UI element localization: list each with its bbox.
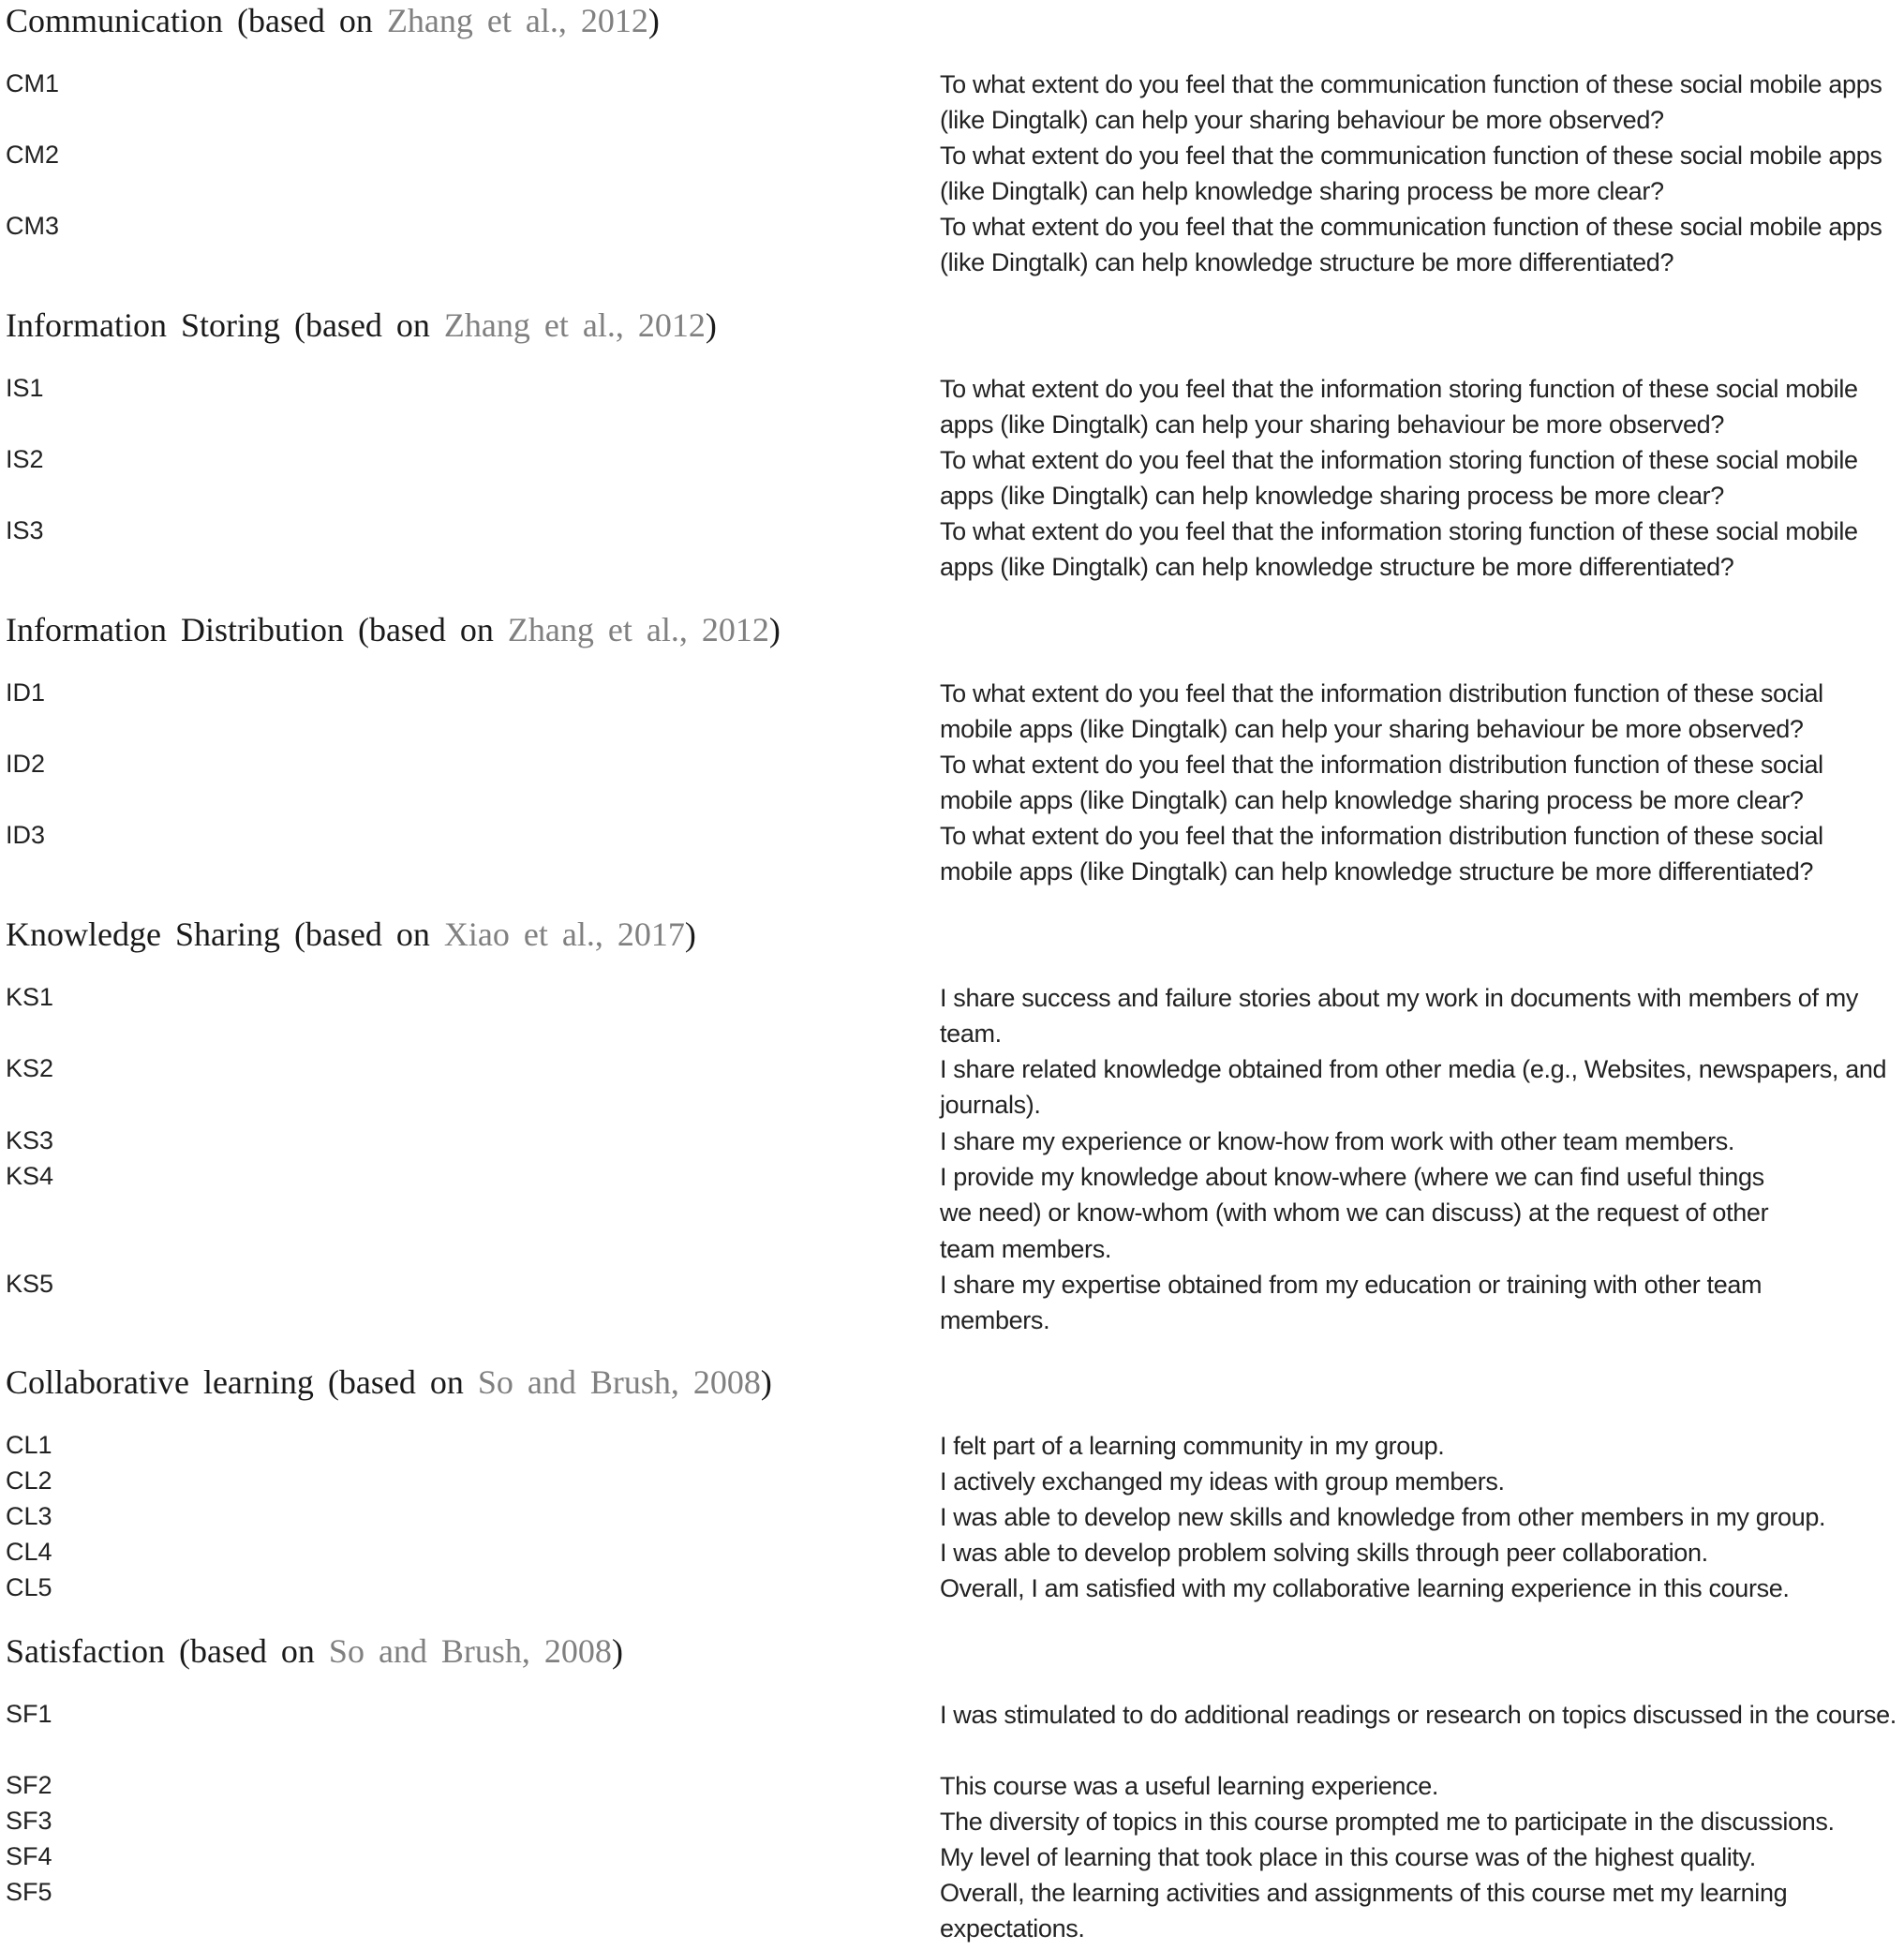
item-code: IS1 — [6, 374, 44, 402]
heading-prefix: Knowledge Sharing (based on — [6, 915, 444, 953]
citation-link[interactable]: Zhang et al., 2012 — [507, 611, 769, 648]
item-text: The diversity of topics in this course prompted me to participate in the discussions. — [940, 1808, 1835, 1836]
item-code: CM1 — [6, 69, 60, 97]
citation-link[interactable]: Xiao et al., 2017 — [443, 915, 685, 953]
heading-prefix: Satisfaction (based on — [6, 1632, 329, 1670]
item-text: To what extent do you feel that the information storing function of these social mobile apps (like Dingtalk) can help knowledge sharing process be more clear? — [940, 446, 1858, 511]
item-text: Overall, the learning activities and assignments of this course met my learning expectations. — [940, 1879, 1788, 1943]
heading-suffix: ) — [760, 1363, 772, 1401]
citation-link[interactable]: So and Brush, 2008 — [477, 1363, 761, 1401]
heading-prefix: Collaborative learning (based on — [6, 1363, 478, 1401]
item-code: CM2 — [6, 141, 60, 169]
item-text: Overall, I am satisfied with my collaborative learning experience in this course. — [940, 1574, 1790, 1602]
item-code: SF5 — [6, 1878, 52, 1906]
item-code: CL2 — [6, 1466, 52, 1495]
item-code: KS1 — [6, 983, 54, 1011]
section-heading-satisfaction — [6, 1630, 623, 1672]
item-code: ID3 — [6, 821, 46, 849]
heading-suffix: ) — [684, 915, 696, 953]
item-code: CL4 — [6, 1538, 52, 1566]
item-code: SF2 — [6, 1771, 52, 1799]
item-code: CL3 — [6, 1502, 52, 1530]
heading-prefix: Communication (based on — [6, 2, 387, 39]
heading-suffix: ) — [611, 1632, 623, 1670]
item-text: To what extent do you feel that the communication function of these social mobile apps (like Dingtalk) can help knowledge structure be more differentiated? — [940, 213, 1882, 277]
item-text: I was stimulated to do additional readings or research on topics discussed in the course. — [940, 1701, 1897, 1729]
item-code: SF1 — [6, 1700, 52, 1728]
item-text: To what extent do you feel that the information distribution function of these social mobile apps (like Dingtalk) can help your sharing behaviour be more observed? — [940, 679, 1823, 744]
item-code: IS3 — [6, 516, 44, 544]
item-text: My level of learning that took place in this course was of the highest quality. — [940, 1843, 1756, 1871]
item-text: To what extent do you feel that the communication function of these social mobile apps (like Dingtalk) can help your sharing behaviour be more observed? — [940, 70, 1882, 135]
section-heading-collaborative-learning — [6, 1362, 772, 1403]
item-code: IS2 — [6, 445, 44, 473]
item-text: I share my experience or know-how from work with other team members. — [940, 1127, 1735, 1155]
item-text: I was able to develop problem solving skills through peer collaboration. — [940, 1539, 1708, 1567]
section-heading-information-distribution — [6, 609, 781, 650]
citation-link[interactable]: Zhang et al., 2012 — [386, 2, 648, 39]
heading-prefix: Information Storing (based on — [6, 306, 444, 344]
item-text: This course was a useful learning experience. — [940, 1772, 1439, 1800]
item-text: I provide my knowledge about know-where (where we can find useful things we need) or know-whom (with whom we can discuss) at the request of other team members. — [940, 1163, 1769, 1263]
section-heading-communication — [6, 0, 660, 41]
heading-suffix: ) — [705, 306, 717, 344]
item-code: KS3 — [6, 1126, 54, 1154]
heading-prefix: Information Distribution (based on — [6, 611, 508, 648]
item-text: To what extent do you feel that the information distribution function of these social mobile apps (like Dingtalk) can help knowledge sharing process be more clear? — [940, 751, 1823, 815]
item-text: To what extent do you feel that the information storing function of these social mobile apps (like Dingtalk) can help your sharing behaviour be more observed? — [940, 375, 1858, 439]
item-code: CL5 — [6, 1573, 52, 1601]
item-code: ID1 — [6, 678, 46, 707]
item-code: KS5 — [6, 1270, 54, 1298]
section-heading-knowledge-sharing — [6, 914, 696, 955]
section-heading-information-storing — [6, 305, 717, 346]
item-text: To what extent do you feel that the communication function of these social mobile apps (like Dingtalk) can help knowledge sharing process be more clear? — [940, 141, 1882, 206]
item-text: I actively exchanged my ideas with group members. — [940, 1467, 1505, 1496]
item-code: CL1 — [6, 1431, 52, 1459]
citation-link[interactable]: So and Brush, 2008 — [328, 1632, 612, 1670]
item-text: I share success and failure stories about my work in documents with members of my team. — [940, 984, 1859, 1049]
heading-suffix: ) — [768, 611, 781, 648]
item-text: I share related knowledge obtained from other media (e.g., Websites, newspapers, and journals). — [940, 1055, 1887, 1120]
item-text: To what extent do you feel that the information distribution function of these social mobile apps (like Dingtalk) can help knowledge structure be more differentiated? — [940, 822, 1823, 886]
item-code: KS2 — [6, 1054, 54, 1082]
item-code: KS4 — [6, 1162, 54, 1190]
citation-link[interactable]: Zhang et al., 2012 — [443, 306, 706, 344]
item-code: ID2 — [6, 750, 46, 778]
item-text: I was able to develop new skills and knowledge from other members in my group. — [940, 1503, 1826, 1531]
heading-suffix: ) — [647, 2, 660, 39]
item-text: I felt part of a learning community in my group. — [940, 1432, 1445, 1460]
item-text: I share my expertise obtained from my education or training with other team members. — [940, 1271, 1763, 1335]
item-text: To what extent do you feel that the information storing function of these social mobile apps (like Dingtalk) can help knowledge structure be more differentiated? — [940, 517, 1858, 582]
item-code: CM3 — [6, 212, 60, 240]
item-code: SF4 — [6, 1842, 52, 1870]
item-code: SF3 — [6, 1807, 52, 1835]
